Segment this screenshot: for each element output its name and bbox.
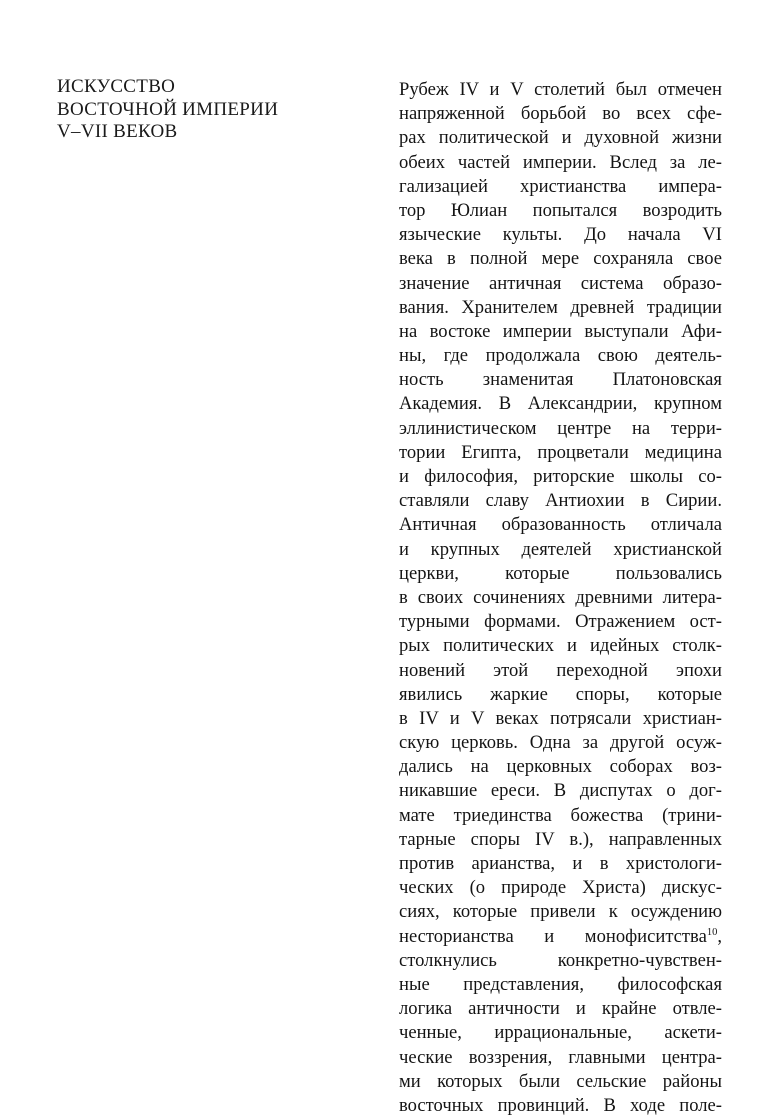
text-line: ческие воззрения, главными центра-	[399, 1046, 722, 1068]
text-line: ми которых были сельские районы	[399, 1070, 722, 1092]
text-line: логика античности и крайне отвле-	[399, 998, 722, 1020]
text-line: в своих сочинениях древними литера-	[399, 586, 722, 608]
text-line: тории Египта, процветали медицина	[399, 441, 722, 463]
text-line: сиях, которые привели к осуждению	[399, 901, 722, 923]
text-line: ность знаменитая Платоновская	[399, 369, 722, 391]
text-line: ны, где продолжала свою деятель-	[399, 345, 722, 367]
text-line: Античная образованность отличала	[399, 514, 722, 536]
text-line: восточных провинций. В ходе поле-	[399, 1094, 722, 1116]
text-line: тор Юлиан попытался возродить	[399, 199, 722, 221]
body-paragraph	[399, 78, 722, 1118]
text-line-content: несторианства и монофиситства	[399, 925, 707, 947]
text-line: ставляли славу Антиохии в Сирии.	[399, 490, 722, 512]
text-line: обеих частей империи. Вслед за ле-	[399, 151, 722, 173]
text-line: эллинистическом центре на терри-	[399, 417, 722, 439]
text-line: языческие культы. До начала VI	[399, 224, 722, 246]
text-line: ченные, иррациональные, аскети-	[399, 1022, 722, 1044]
text-line-with-footnote	[399, 925, 722, 949]
footnote-trailing-punct: ,	[717, 925, 722, 947]
text-line: Рубеж IV и V столетий был отмечен	[399, 79, 722, 100]
chapter-heading-line: ВОСТОЧНОЙ ИМПЕРИИ	[57, 98, 279, 120]
text-line: явились жаркие споры, которые	[399, 683, 722, 705]
text-line: ные представления, философская	[399, 973, 722, 995]
text-line: вания. Хранителем древней традиции	[399, 296, 722, 318]
text-line: турными формами. Отражением ост-	[399, 611, 722, 633]
text-line: в IV и V веках потрясали христиан-	[399, 707, 722, 729]
text-line: против арианства, и в христологи-	[399, 853, 722, 874]
chapter-heading	[57, 76, 357, 144]
text-line: века в полной мере сохраняла свое	[399, 248, 722, 270]
text-line: гализацией христианства импера-	[399, 175, 722, 197]
text-line: и крупных деятелей христианской	[399, 538, 722, 560]
text-line: мате триединства божества (трини-	[399, 804, 722, 826]
text-line: скую церковь. Одна за другой осуж-	[399, 732, 722, 754]
text-line: дались на церковных соборах воз-	[399, 756, 722, 778]
text-line: Академия. В Александрии, крупном	[399, 393, 722, 415]
text-line: столкнулись конкретно-чувствен-	[399, 949, 722, 971]
text-line: рых политических и идейных столк-	[399, 635, 722, 657]
text-line: ческих (о природе Христа) дискус-	[399, 877, 722, 899]
text-line: тарные споры IV в.), направленных	[399, 828, 722, 850]
text-line: церкви, которые пользовались	[399, 562, 722, 584]
chapter-heading-line: ИСКУССТВО	[57, 76, 176, 97]
text-line: на востоке империи выступали Афи-	[399, 320, 722, 342]
text-line: рах политической и духовной жизни	[399, 127, 722, 149]
text-line: и философия, риторские школы со-	[399, 466, 722, 487]
text-line: напряженной борьбой во всех сфе-	[399, 103, 722, 125]
footnote-reference: 10	[706, 926, 718, 938]
chapter-heading-line: V–VII ВЕКОВ	[57, 121, 178, 142]
text-line: значение античная система образо-	[399, 272, 722, 294]
text-line: новений этой переходной эпохи	[399, 659, 722, 681]
text-line: никавшие ереси. В диспутах о дог-	[399, 780, 722, 802]
